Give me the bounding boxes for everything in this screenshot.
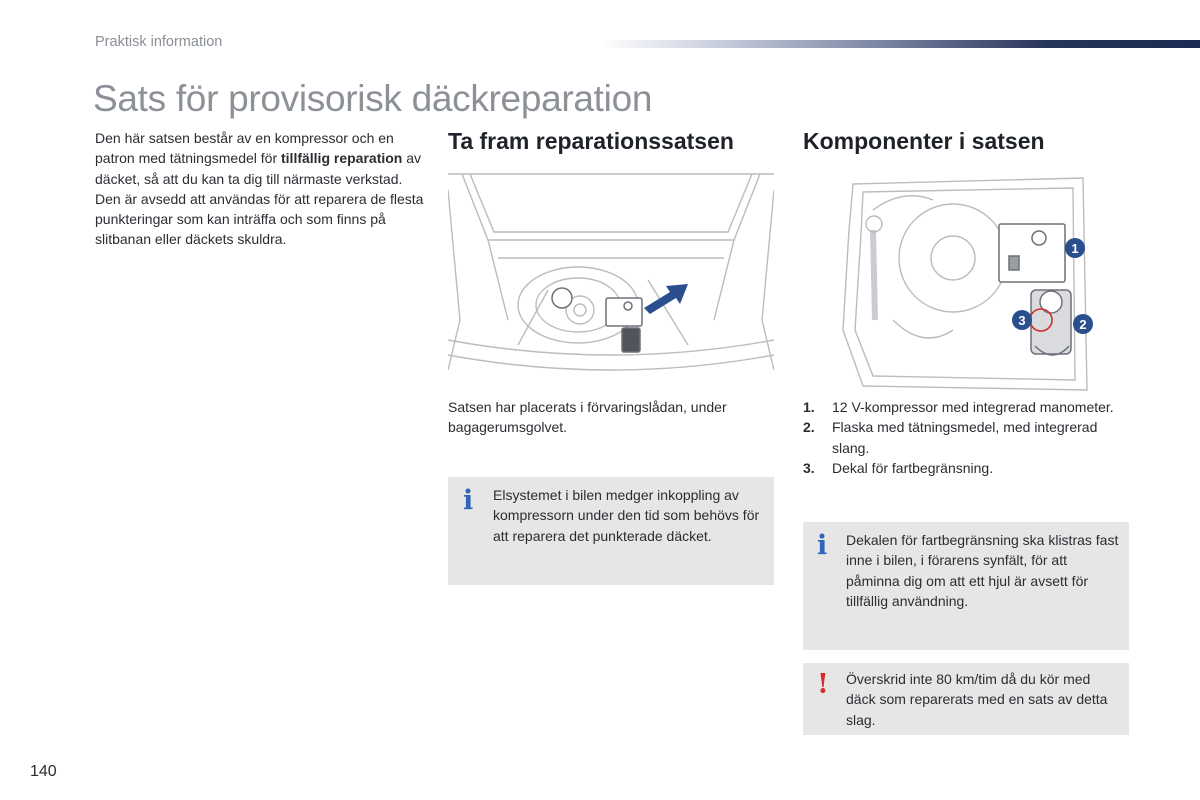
- info-icon: i: [817, 530, 828, 561]
- info-text-sticker: Dekalen för fartbegränsning ska klistras fast inne i bilen, i förarens synfält, för att påminna dig om att ett hjul är avsett för tillfällig användning.: [846, 532, 1119, 609]
- section-title-retrieve-kit: Ta fram reparationssatsen: [448, 128, 734, 154]
- components-list: [803, 397, 1129, 478]
- info-box-sticker: [803, 522, 1129, 650]
- warning-text-speed: Överskrid inte 80 km/tim då du kör med däck som reparerats med en sats av detta slag.: [846, 671, 1108, 728]
- header-gradient-bar: [600, 40, 1200, 48]
- callout-1: 1: [1071, 241, 1079, 256]
- info-text-power: Elsystemet i bilen medger inkoppling av kompressorn under den tid som behövs för att reparera det punkterade däcket.: [493, 487, 760, 544]
- component-item-sealant-bottle: 2. Flaska med tätningsmedel, med integrerad slang.: [803, 419, 1098, 456]
- component-item-compressor: 1. 12 V-kompressor med integrerad manometer.: [803, 399, 1114, 415]
- callout-2: 2: [1079, 317, 1087, 332]
- section-label: Praktisk information: [95, 34, 223, 50]
- intro-paragraph-2: Den är avsedd att användas för att reparera de flesta punkteringar som kan inträffa och som finns på slitbanan eller däckets skuldra.: [95, 190, 424, 248]
- info-icon: i: [463, 485, 474, 516]
- page-number: 140: [30, 763, 57, 780]
- trunk-drawing: [448, 170, 774, 384]
- info-box-power: [448, 477, 774, 585]
- page-title: Sats för provisorisk däckreparation: [93, 78, 653, 119]
- trunk-illustration: [448, 170, 774, 384]
- kit-drawing: [803, 170, 1129, 392]
- component-item-speed-sticker: 3. Dekal för fartbegränsning.: [803, 459, 994, 476]
- kit-components-illustration: [803, 170, 1129, 392]
- intro-paragraph-1: Den här satsen består av en kompressor och en patron med tätningsmedel för tillfällig reparation av däcket, så att du kan ta dig till närmaste verkstad.: [95, 130, 422, 187]
- section-title-components: Komponenter i satsen: [803, 128, 1045, 154]
- warning-icon: !: [817, 669, 829, 700]
- warning-box-speed: [803, 663, 1129, 735]
- trunk-caption: Satsen har placerats i förvaringslådan, under bagagerumsgolvet.: [448, 399, 727, 436]
- intro-text: [95, 128, 425, 250]
- callout-3: 3: [1018, 313, 1026, 328]
